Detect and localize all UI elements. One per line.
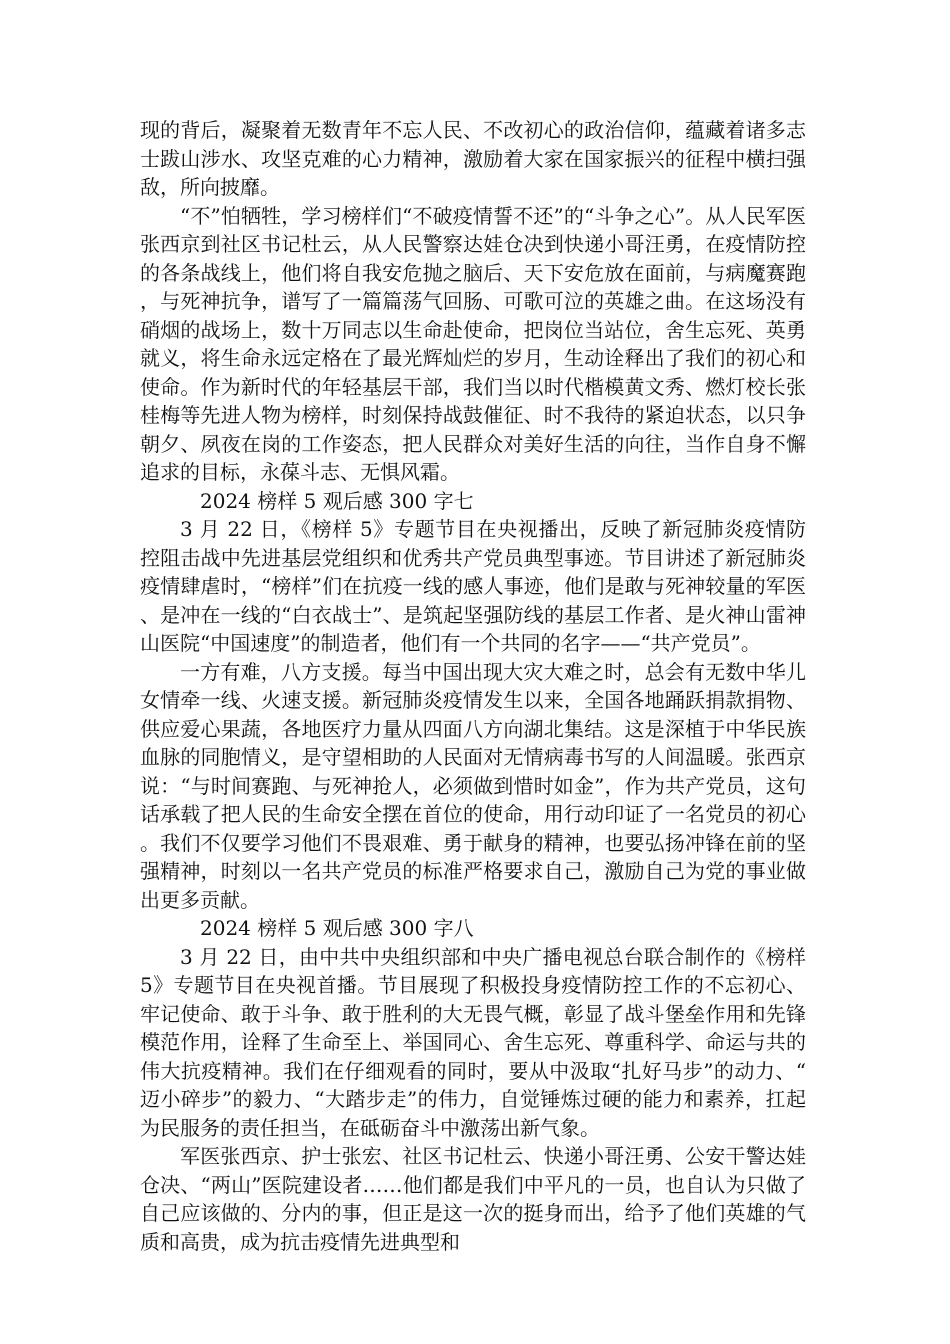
paragraph-body: 3 月 22 日，由中共中央组织部和中央广播电视总台联合制作的《榜样 5》专题节目在央视首播。节目展现了积极投身疫情防控工作的不忘初心、牢记使命、敢于斗争、敢于胜利的大无畏气概，彰显了战斗堡垒作用和先锋模范作用，诠释了生命至上、举国同心、舍生忘死、尊重科学、命运与共的伟大抗疫精神。我们在仔细观看的同时，要从中汲取“扎好马步”的动力、“迈小碎步”的毅力、“大踏步走”的伟力，自觉锤炼过硬的能力和素养，扛起为民服务的责任担当，在砥砺奋斗中激荡出新气象。 [140,944,806,1140]
paragraph-body: 一方有难，八方支援。每当中国出现大灾大难之时，总会有无数中华儿女情牵一线、火速支援。新冠肺炎疫情发生以来，全国各地踊跃捐款捐物、供应爱心果蔬，各地医疗力量从四面八方向湖北集结。这是深植于中华民族血脉的同胞情义，是守望相助的人民面对无情病毒书写的人间温暖。张西京说：“与时间赛跑、与死神抢人，必须做到惜时如金”，作为共产党员，这句话承载了把人民的生命安全摆在首位的使命，用行动印证了一名党员的初心。我们不仅要学习他们不畏艰难、勇于献身的精神，也要弘扬冲锋在前的坚强精神，时刻以一名共产党员的标准严格要求自己，激励自己为党的事业做出更多贡献。 [140,659,806,912]
section-heading: 2024 榜样 5 观后感 300 字七 [200,488,474,513]
document-page [140,116,806,1256]
paragraph-body: 军医张西京、护士张宏、社区书记杜云、快递小哥汪勇、公安干警达娃仓决、“两山”医院建设者……他们都是我们中平凡的一员，也自认为只做了自己应该做的、分内的事，但正是这一次的挺身而出，给予了他们英雄的气质和高贵，成为抗击疫情先进典型和 [140,1144,806,1254]
paragraph-continuation: 现的背后，凝聚着无数青年不忘人民、不改初心的政治信仰，蕴藏着诸多志士跋山涉水、攻坚克难的心力精神，激励着大家在国家振兴的征程中横扫强敌，所向披靡。 [140,118,806,199]
paragraph-body: 3 月 22 日，《榜样 5》专题节目在央视播出，反映了新冠肺炎疫情防控阻击战中先进基层党组织和优秀共产党员典型事迹。节目讲述了新冠肺炎疫情肆虐时，“榜样”们在抗疫一线的感人事迹，他们是敢与死神较量的军医、是冲在一线的“白衣战士”、是筑起坚强防线的基层工作者、是火神山雷神山医院“中国速度”的制造者，他们有一个共同的名字——“共产党员”。 [140,517,806,655]
section-heading: 2024 榜样 5 观后感 300 字八 [200,916,474,940]
paragraph-body: “不”怕牺牲，学习榜样们“不破疫情誓不还”的“斗争之心”。从人民军医张西京到社区书记杜云，从人民警察达娃仓决到快递小哥汪勇，在疫情防控的各条战线上，他们将自我安危抛之脑后、天下安危放在面前，与病魔赛跑，与死神抗争，谱写了一篇篇荡气回肠、可歌可泣的英雄之曲。在这场没有硝烟的战场上，数十万同志以生命赴使命，把岗位当站位，舍生忘死、英勇就义，将生命永远定格在了最光辉灿烂的岁月，生动诠释出了我们的初心和使命。作为新时代的年轻基层干部，我们当以时代楷模黄文秀、燃灯校长张桂梅等先进人物为榜样，时刻保持战鼓催征、时不我待的紧迫状态，以只争朝夕、夙夜在岗的工作姿态，把人民群众对美好生活的向往，当作自身不懈追求的目标，永葆斗志、无惧风霜。 [140,203,806,484]
